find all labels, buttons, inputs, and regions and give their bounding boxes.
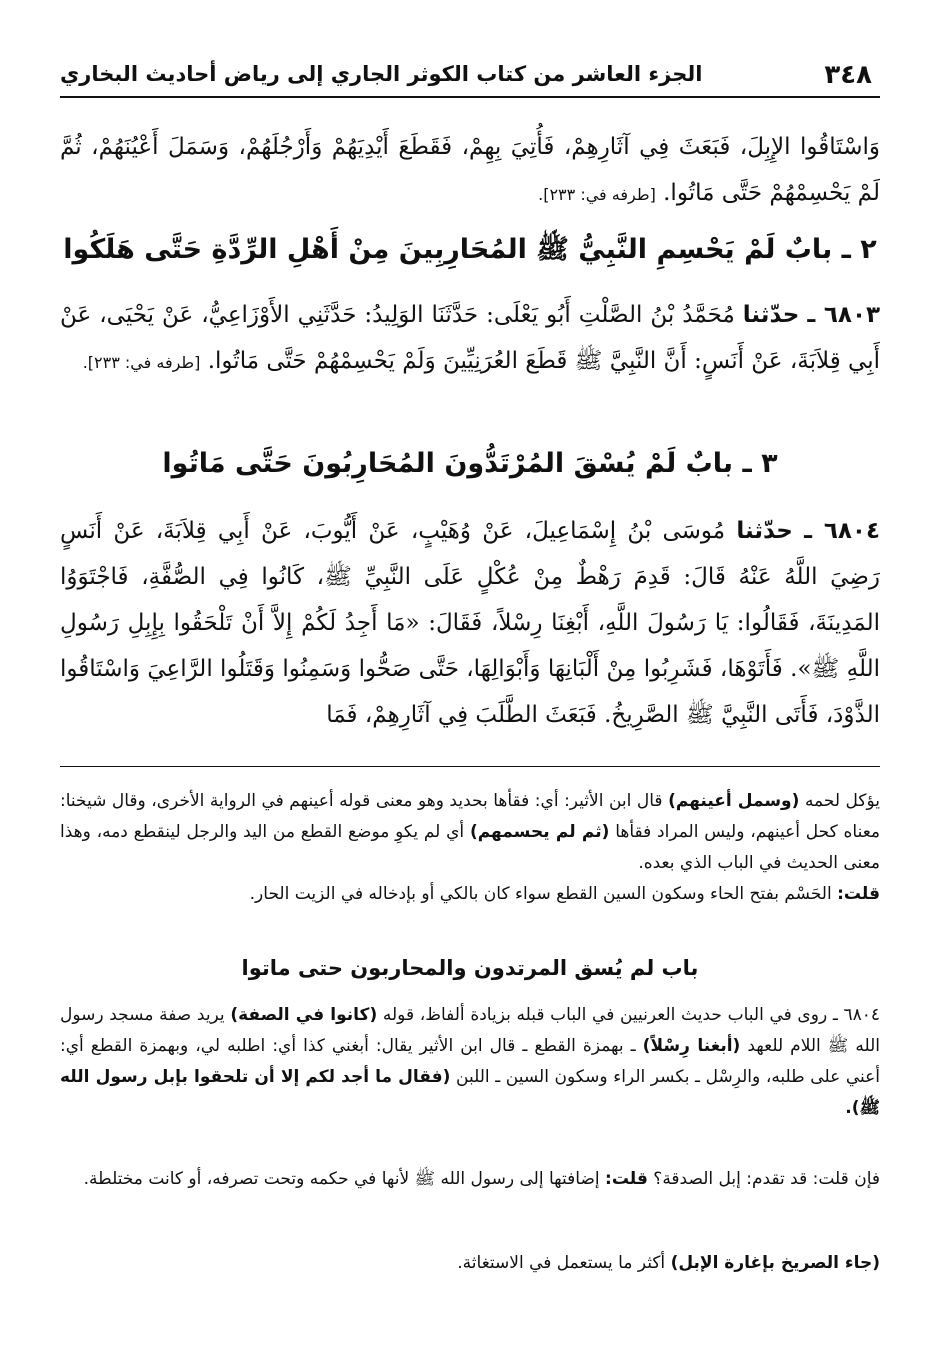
hadith-text: ٦٨٠٣ ـ حدّثنا مُحَمَّدُ بْنُ الصَّلْتِ أَبُو يَعْلَى: حَدَّثَنَا الوَلِيدُ: حَدَّثَنِي الأَوْزَاعِيُّ، عَنْ يَحْيَى، عَنْ أَبِي قِلاَبَةَ، عَنْ أَنَسٍ: أَنَّ النَّبِيَّ ﷺ قَطَعَ العُرَنِيِّينَ وَلَمْ يَحْسِمْهُمْ حَتَّى مَاتُوا. [طرفه في: ٢٣٣]. [60,302,881,374]
commentary-block-4 [60,1248,880,1279]
commentary-paragraph: فإن قلت: قد تقدم: إبل الصدقة؟ قلت: إضافتها إلى رسول الله ﷺ لأنها في حكمه وتحت تصرفه، أو كانت مختلطة. [83,1169,880,1189]
page-header [60,52,880,98]
chapter-title: ٣ ـ بابٌ لَمْ يُسْقَ المُرْتَدُّونَ المُحَارِبُونَ حَتَّى مَاتُوا [162,448,778,479]
hadith-text: ٦٨٠٤ ـ حدّثنا مُوسَى بْنُ إِسْمَاعِيلَ، عَنْ وُهَيْبٍ، عَنْ أَيُّوبَ، عَنْ أَبِي قِلاَبَةَ، عَنْ أَنَسٍ رَضِيَ اللَّهُ عَنْهُ قَالَ: قَدِمَ رَهْطٌ مِنْ عُكْلٍ عَلَى النَّبِيِّ ﷺ، كَانُوا فِي الصُّفَّةِ، فَاجْتَوَوُا المَدِينَةَ، فَقَالُوا: يَا رَسُولَ اللَّهِ، أَبْغِنَا رِسْلاً، فَقَالَ: «مَا أَجِدُ لَكُمْ إِلاَّ أَنْ تَلْحَقُوا بِإِبِلِ رَسُولِ اللَّهِ ﷺ». فَأَتَوْهَا، فَشَرِبُوا مِنْ أَلْبَانِهَا وَأَبْوَالِهَا، حَتَّى صَحُّوا وَسَمِنُوا وَقَتَلُوا الرَّاعِيَ وَاسْتَاقُوا الذَّوْدَ، فَأَتَى النَّبِيَّ ﷺ الصَّرِيخُ. فَبَعَثَ الطَّلَبَ فِي آثَارِهِمْ، فَمَا [60,518,881,728]
cross-reference: [طرفه في: ٢٣٣]. [82,353,201,372]
chapter-3-heading [60,448,880,479]
commentary-paragraph: قلت: الحَسْم بفتح الحاء وسكون السين القطع سواء كان بالكي أو بإدخاله في الزيت الحار. [249,884,880,904]
hadith-6803 [60,292,880,386]
commentary-paragraph: يؤكل لحمه (وسمل أعينهم) قال ابن الأثير: أي: فقأها بحديد وهو معنى قوله أعينهم في الرواية الأخرى، وقال شيخنا: معناه كحل أعينهم، وليس المراد فقأها (ثم لم يحسمهم) أي لم يكوِ موضع القطع من اليد والرجل لينقطع دمه، وهذا معنى الحديث في الباب الذي بعده. [60,791,881,873]
commentary-paragraph: ٦٨٠٤ ـ روى في الباب حديث العرنيين في الباب قبله بزيادة ألفاظ، قوله (كانوا في الصفة) يريد صفة مسجد رسول الله ﷺ اللام للعهد (أبغنا رِسْلاً) ـ بهمزة القطع ـ قال ابن الأثير يقال: أبغني كذا أي: اطلبه لي، وبهمزة القطع أي: أعني على طلبه، والرِسْل ـ بكسر الراء وسكون السين ـ اللبن (فقال ما أجد لكم إلا أن تلحقوا بإبل رسول الله ﷺ). [60,1005,881,1118]
commentary-chapter-heading [60,956,880,980]
commentary-divider [60,766,880,767]
commentary-paragraph: (جاء الصريخ بإغارة الإبل) أكثر ما يستعمل في الاستغاثة. [457,1253,880,1273]
continued-hadith [60,124,880,218]
cross-reference: [طرفه في: ٢٣٣]. [538,185,656,204]
commentary-block-2 [60,1000,880,1124]
chapter-title: ٢ ـ بابٌ لَمْ يَحْسِمِ النَّبِيُّ ﷺ المُحَارِبِينَ مِنْ أَهْلِ الرِّدَّةِ حَتَّى هَلَكُوا [63,234,877,265]
page-number: ٣٤٨ [824,60,872,90]
hadith-6804 [60,508,880,738]
hadith-continuation: وَاسْتَاقُوا الإِبِلَ، فَبَعَثَ فِي آثَارِهِمْ، فَأُتِيَ بِهِمْ، فَقَطَعَ أَيْدِيَهُمْ وَأَرْجُلَهُمْ، وَسَمَلَ أَعْيُنَهُمْ، ثُمَّ لَمْ يَحْسِمْهُمْ حَتَّى مَاتُوا. [طرفه في: ٢٣٣]. [60,134,880,206]
commentary-block-1 [60,786,880,910]
commentary-block-3 [60,1164,880,1195]
chapter-2-heading [60,232,880,272]
header-divider [60,96,880,98]
commentary-title: باب لم يُسق المرتدون والمحاربون حتى ماتوا [241,956,699,980]
book-title: الجزء العاشر من كتاب الكوثر الجاري إلى رياض أحاديث البخاري [60,62,703,86]
